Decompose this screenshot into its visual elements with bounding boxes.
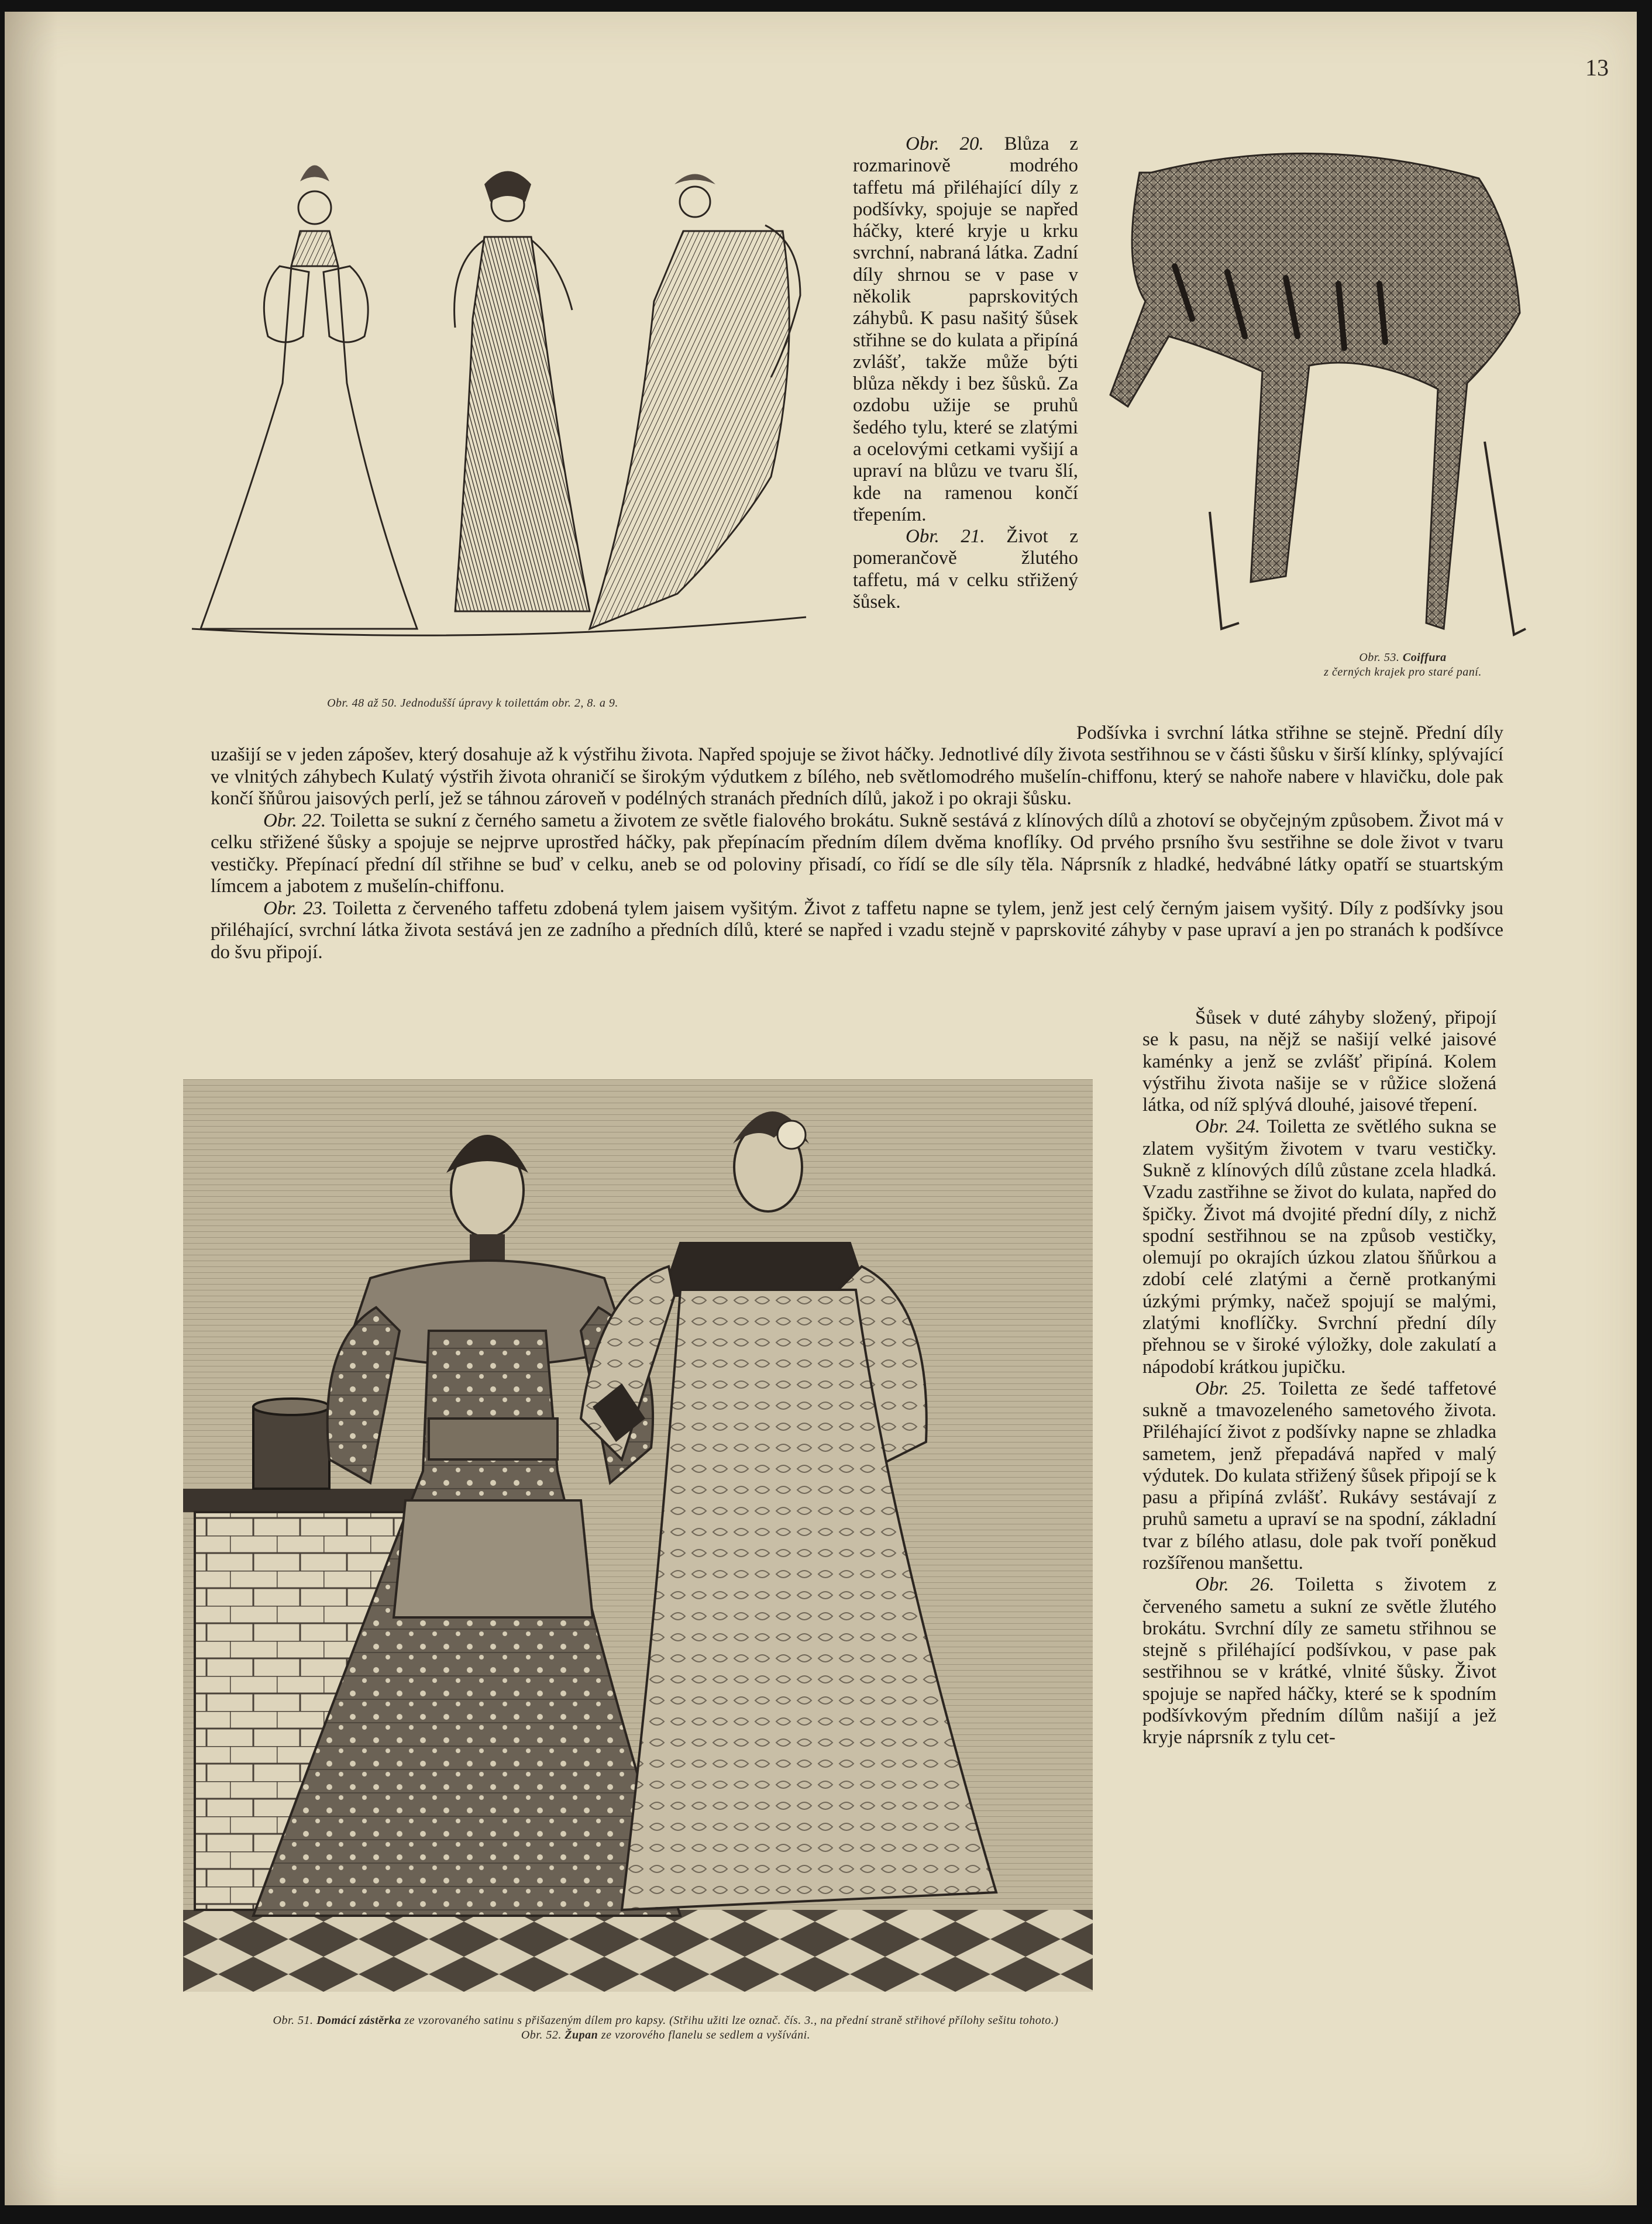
- fig-ref-25: Obr. 25.: [1195, 1378, 1266, 1399]
- paragraph-obr-23-continued: Šůsek v duté záhyby složený, připojí se k pasu, na nějž se našijí velké jaisové kaménky a jenž se zvlášť připíná. Kolem výstřihu života našije se v růžice složená látka, od níž splývá dlouhé, jaisové třepení.: [1142, 1007, 1496, 1116]
- paragraph-obr-25-text: Toiletta ze šedé taffetové sukně a tmavozeleného sametového života. Přiléhající život z podšívky napne se zhladka sametem, jenž přepadává napřed v malý výdutek. Do kulata střižený šůsek připojí se k pasu a připíná zvlášť. Rukávy sestávají z pruhů sametu a upraví se na spodní, základní tvar z bílého atlasu, dole pak tvoří poněkud rozšířenou manšettu.: [1142, 1378, 1496, 1574]
- figure-52-caption-rest: ze vzorového flanelu se sedlem a vyšíváni.: [601, 2029, 811, 2041]
- paragraph-obr-23-text: Toiletta z červeného taffetu zdobená tylem jaisem vyšitým. Život z taffetu napne se tylem, jenž jest celý černým jaisem vyšitý. Díly z podšívky jsou přiléhající, svrchní látka života sestává jen ze zadního a předních dílů, které se napřed i vzadu stejně v paprskovité záhyby v pase upraví a jen po stranách k podšívce do švu připojí.: [211, 897, 1503, 963]
- paragraph-obr-20: [853, 133, 1078, 526]
- figure-51-caption-title: Domácí zástěrka: [316, 2014, 401, 2027]
- figure-53-caption-lead: Obr. 53.: [1359, 651, 1400, 664]
- two-women-house-dress-illustration: [183, 1079, 1093, 1992]
- fig-ref-26: Obr. 26.: [1195, 1574, 1275, 1596]
- figure-53-caption: [1303, 650, 1502, 680]
- figure-53-caption-title: Coiffura: [1402, 651, 1447, 664]
- paragraph-obr-22-text: Toiletta se sukní z černého sametu a životem ze světle fialového brokátu. Sukně sestává z klínových dílů a zhotoví se obyčejným způsobem. Život má v celku střižené šůsky a spojuje se nejprve uprostřed háčky, pak přepínacím předním dílem dvěma knoflíky. Od prvého prsního švu sestřihne se dole život v tvaru vestičky. Přepínací přední díl střihne se buď v celku, aneb se od poloviny přisadí, co řídí se dle síly těla. Náprsník z hladké, hedvábné látky opatří se stuartským límcem a jabotem z mušelín-chiffonu.: [211, 810, 1503, 897]
- fig-ref-22: Obr. 22.: [263, 810, 326, 831]
- top-middle-column: [853, 133, 1078, 613]
- paragraph-obr-21: [853, 526, 1078, 613]
- paragraph-obr-21-text: Život z pomerančově žlutého taffetu, má v celku střižený šůsek.: [853, 526, 1078, 612]
- figure-51-caption-rest: ze vzorovaného satinu s přišazeným dílem pro kapsy. (Střihu užiti lze označ. čís. 3., na přední straně střihové přílohy sešitu tohoto.): [404, 2014, 1059, 2027]
- paragraph-obr-24-text: Toiletta ze světlého sukna se zlatem vyšitým životem v tvaru vestičky. Sukně z klínových dílů zůstane zcela hladká. Vzadu zastřihne se život do kulata, napřed do špičky. Život má dvojité přední díly, z nichž spodní sestřihnou se na způsob vestičky, olemují po okrajích úzkou zlatou šňůrkou a zdobí celé zlatými a černě protkanými úzkými prýmky, načež spojují se malými, zlatými knoflíčky. Svrchní přední díly přehnou se v široké výložky, dole zakulatí a nápodobí krátkou jupičku.: [1142, 1116, 1496, 1378]
- figure-52-caption-title: Župan: [565, 2029, 598, 2041]
- page-gutter-shadow: [5, 12, 57, 2205]
- fig-ref-20: Obr. 20.: [906, 133, 984, 154]
- figure-48-50-caption: Obr. 48 až 50. Jednodušší úpravy k toilettám obr. 2, 8. a 9.: [327, 697, 618, 710]
- document-page: [5, 12, 1637, 2205]
- paragraph-obr-21-continued: Podšívka i svrchní látka střihne se stejně. Přední díly uzašijí se v jeden zápošev, který dosahuje až k výstřihu života. Napřed spojuje se život háčky. Jednotlivé díly života sestřihnou se v části šůsku v širší klínky, splývající ve vlnitých záhybech Kulatý výstřih života ohraničí se širokým výdutkem z bílého, neb světlomodrého mušelín-chiffonu, který se nahoře nabere v hlavičku, dole pak končí šňůrou jaisových perlí, jež se táhnou zároveň v podélných stranách předních dílů, jakož i po okraji šůsku.: [211, 722, 1503, 810]
- paragraph-obr-24: [1142, 1116, 1496, 1378]
- paragraph-obr-20-text: Blůza z rozmarinově modrého taffetu má přiléhající díly z podšívky, spojuje se napřed háčky, které kryje u krku svrchní, nabraná látka. Zadní díly shrnou se v pase v několik paprskovitých záhybů. K pasu našitý šůsek střihne se do kulata a připíná zvlášť, takže může býti blůza někdy i bez šůsků. Za ozdobu užije se pruhů šedého tylu, které se zlatými a ocelovými cetkami vyšijí a upraví na blůzu ve tvaru šlí, kde na ramenou končí třepením.: [853, 133, 1078, 525]
- figure-52-caption-lead: Obr. 52.: [521, 2029, 562, 2041]
- right-column: [1142, 1007, 1496, 1749]
- figure-51-52-caption: [209, 2013, 1122, 2043]
- page-number: 13: [1585, 54, 1609, 81]
- paragraph-obr-22: [211, 810, 1503, 898]
- paragraph-obr-25: [1142, 1378, 1496, 1575]
- fig-ref-21: Obr. 21.: [906, 526, 985, 548]
- wide-text-block: [211, 722, 1503, 963]
- paragraph-obr-23: [211, 898, 1503, 963]
- paragraph-obr-26-text: Toiletta s životem z červeného sametu a sukní ze světle žlutého brokátu. Svrchní díly ze sametu střihnou se stejně s přiléhající podšívkou, v pase pak sestřihnou se v krátké, vlnité šůsky. Život spojuje se napřed háčky, které se k spodním podšívkovým předním dílům našijí a jež kryje náprsník z tylu cet-: [1142, 1574, 1496, 1748]
- fig-ref-23: Obr. 23.: [263, 897, 328, 919]
- figure-53-caption-rest: z černých krajek pro staré paní.: [1324, 666, 1482, 679]
- figure-51-caption-lead: Obr. 51.: [273, 2014, 314, 2027]
- coiffure-lace-bonnet-illustration: [1104, 137, 1534, 649]
- three-women-toilettes-illustration: [180, 137, 818, 676]
- paragraph-obr-26: [1142, 1574, 1496, 1748]
- fig-ref-24: Obr. 24.: [1195, 1116, 1261, 1138]
